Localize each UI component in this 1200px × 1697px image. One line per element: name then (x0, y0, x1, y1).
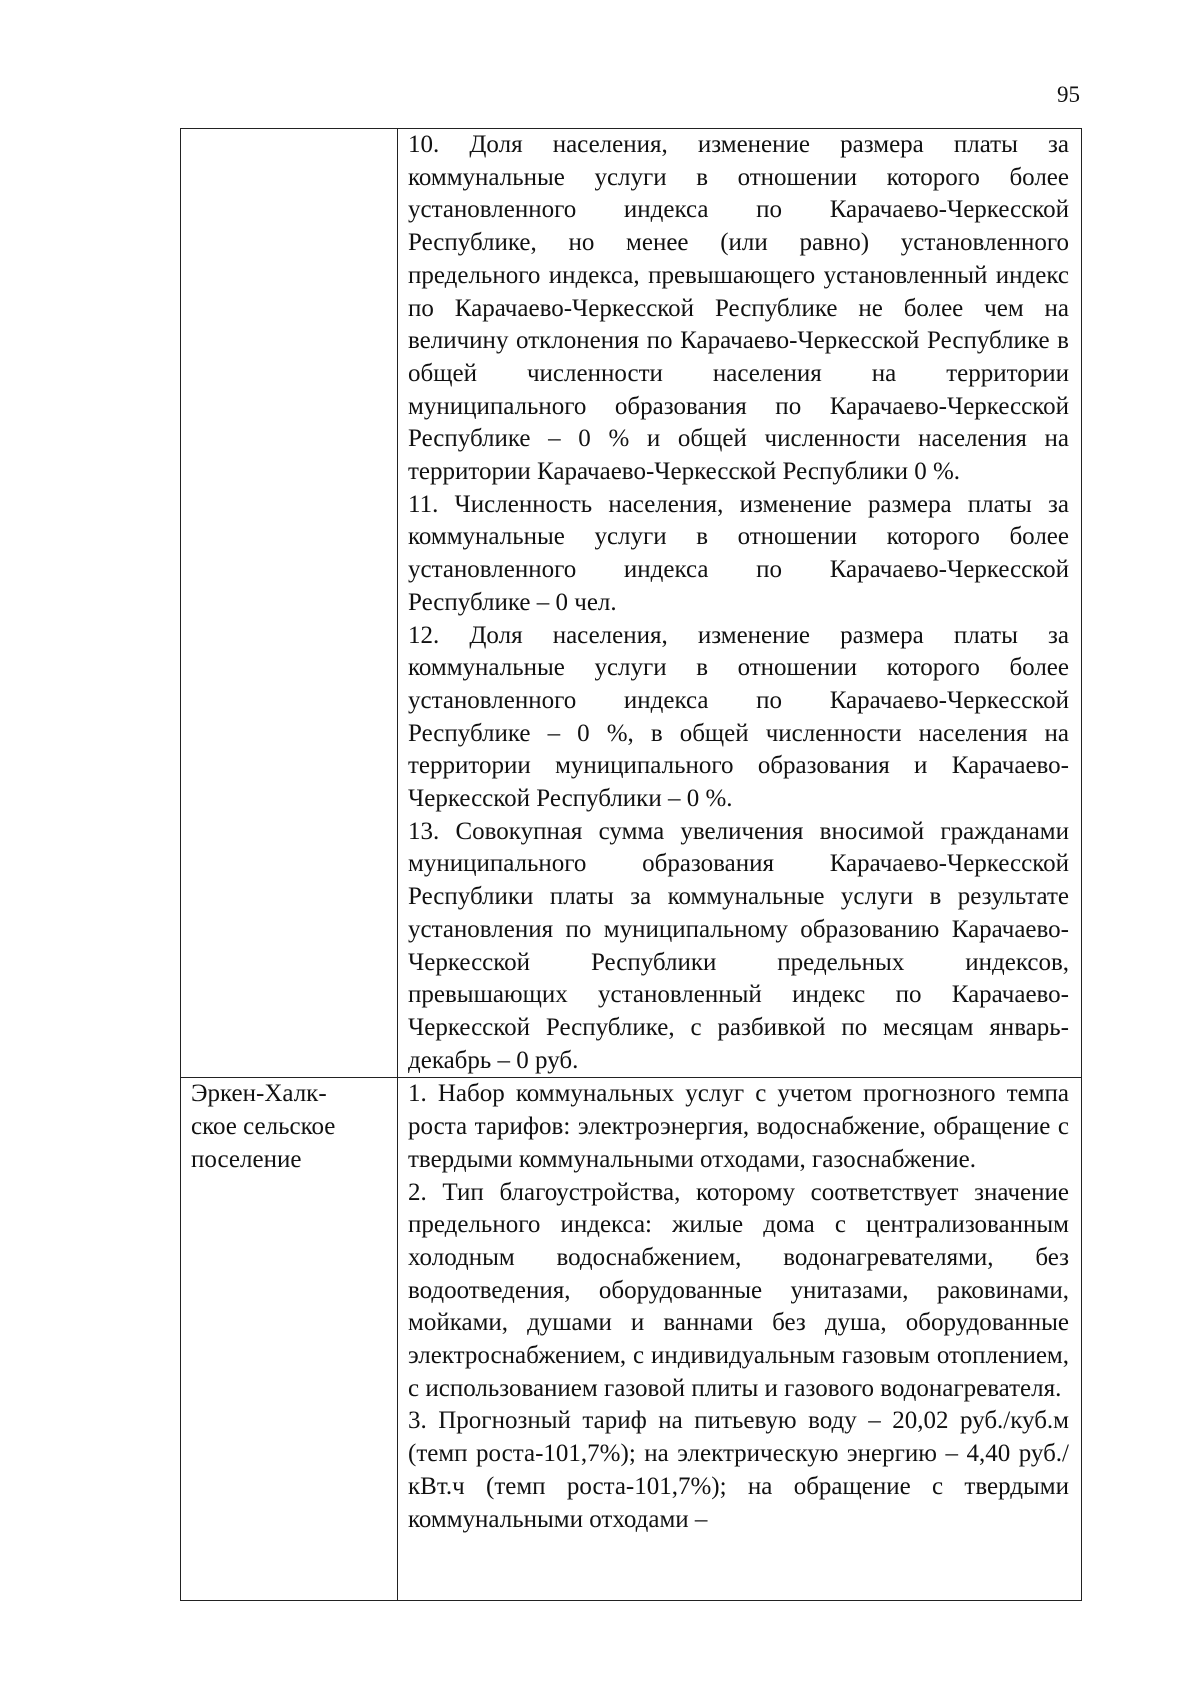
indicator-table (180, 128, 1082, 1601)
paragraph: 1. Набор коммунальных услуг с учетом прогнозного темпа роста тарифов: электроэнергия, водоснабжение, обращение с твердыми коммунальными отходами, газоснабжение. (408, 1080, 1069, 1173)
indicators-cell (398, 1078, 1082, 1601)
municipality-name-line: поселение (191, 1145, 302, 1173)
municipality-name-line: Эркен-Халк- (191, 1080, 327, 1108)
paragraph: 12. Доля населения, изменение размера платы за коммунальные услуги в отношении которого более установленного индекса по Карачаево-Черкесской Республике – 0 %, в общей численности населения на территории муниципального образования и Карачаево-Черкесской Республики – 0 %. (408, 621, 1069, 813)
page-number: 95 (1057, 82, 1080, 107)
indicators-cell (398, 129, 1082, 1078)
table-row (181, 129, 1082, 1078)
paragraph: 10. Доля населения, изменение размера платы за коммунальные услуги в отношении которого более установленного индекса по Карачаево-Черкесской Республике, но менее (или равно) установленного предельного индекса, превышающего установленный индекс по Карачаево-Черкесской Республике не более чем на величину отклонения по Карачаево-Черкесской Республике в общей численности населения на территории муниципального образования по Карачаево-Черкесской Республике – 0 % и общей численности населения на территории Карачаево-Черкесской Республики 0 %. (408, 131, 1069, 486)
table-row (181, 1078, 1082, 1601)
paragraph: 11. Численность населения, изменение размера платы за коммунальные услуги в отношении которого более установленного индекса по Карачаево-Черкесской Республике – 0 чел. (408, 490, 1069, 616)
paragraph: 2. Тип благоустройства, которому соответствует значение предельного индекса: жилые дома с централизованным холодным водоснабжением, водонагревателями, без водоотведения, оборудованные унитазами, раковинами, мойками, душами и ваннами без душа, оборудованные электроснабжением, с индивидуальным газовым отоплением, с использованием газовой плиты и газового водонагревателя. (408, 1178, 1069, 1402)
paragraph: 3. Прогнозный тариф на питьевую воду – 20,02 руб./куб.м (темп роста-101,7%); на электрическую энергию – 4,40 руб./кВт.ч (темп роста-101,7%); на обращение с твердыми коммунальными отходами – (408, 1407, 1069, 1533)
municipality-name-line: ское сельское (191, 1113, 336, 1141)
municipality-cell (181, 129, 398, 1078)
municipality-cell (181, 1078, 398, 1601)
paragraph: 13. Совокупная сумма увеличения вносимой гражданами муниципального образования Карачаево-Черкесской Республики платы за коммунальные услуги в результате установления по муниципальному образованию Карачаево-Черкесской Республики предельных индексов, превышающих установленный индекс по Карачаево-Черкесской Республике, с разбивкой по месяцам январь-декабрь – 0 руб. (408, 817, 1069, 1074)
